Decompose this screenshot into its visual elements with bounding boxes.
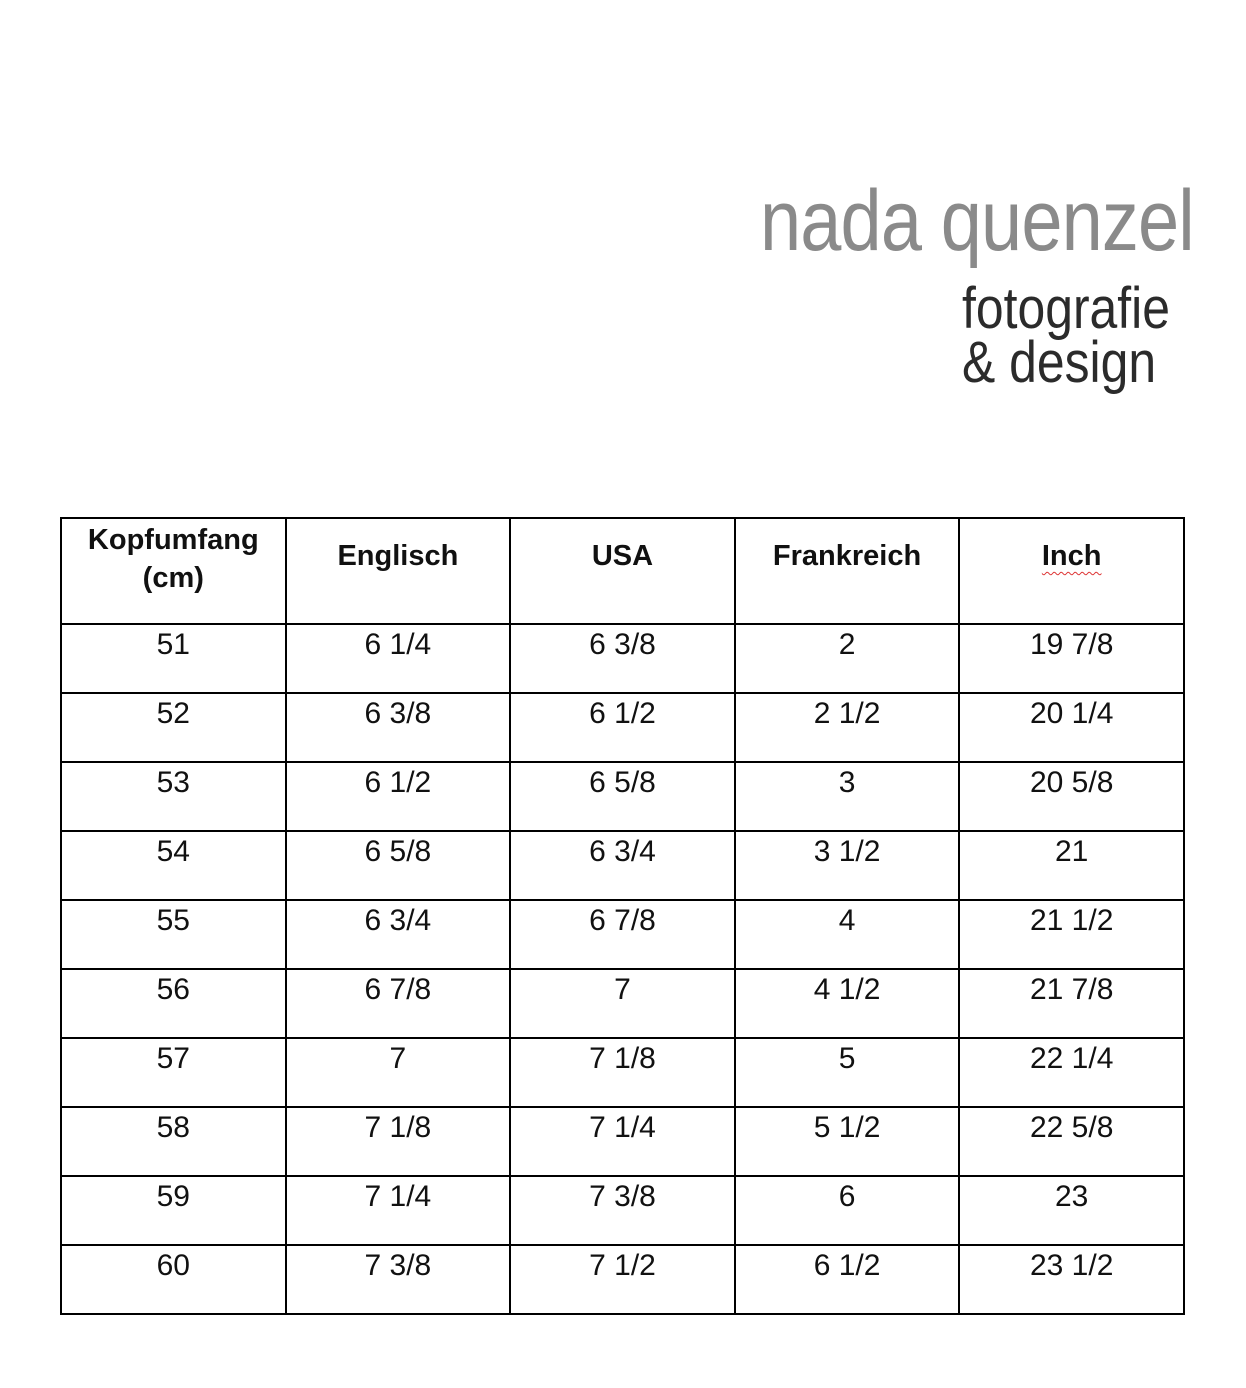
brand-tagline	[962, 276, 1170, 395]
cell-kopfumfang: 59	[61, 1176, 286, 1245]
cell-frankreich: 3 1/2	[735, 831, 960, 900]
table-row	[61, 762, 1184, 831]
cell-usa: 7 1/8	[510, 1038, 735, 1107]
cell-usa: 7 3/8	[510, 1176, 735, 1245]
cell-kopfumfang: 53	[61, 762, 286, 831]
header-kopfumfang: Kopfumfang (cm)	[61, 518, 286, 624]
cell-usa: 6 3/4	[510, 831, 735, 900]
cell-englisch: 7	[286, 1038, 511, 1107]
cell-frankreich: 5	[735, 1038, 960, 1107]
cell-inch: 23 1/2	[959, 1245, 1184, 1314]
cell-kopfumfang: 51	[61, 624, 286, 693]
cell-usa: 6 5/8	[510, 762, 735, 831]
header-frankreich: Frankreich	[735, 518, 960, 624]
table-body	[61, 624, 1184, 1314]
cell-inch: 21 7/8	[959, 969, 1184, 1038]
cell-usa: 7	[510, 969, 735, 1038]
cell-kopfumfang: 57	[61, 1038, 286, 1107]
cell-englisch: 6 3/4	[286, 900, 511, 969]
cell-usa: 6 1/2	[510, 693, 735, 762]
table-row	[61, 969, 1184, 1038]
cell-englisch: 6 5/8	[286, 831, 511, 900]
cell-frankreich: 3	[735, 762, 960, 831]
cell-englisch: 6 7/8	[286, 969, 511, 1038]
cell-inch: 19 7/8	[959, 624, 1184, 693]
cell-usa: 6 7/8	[510, 900, 735, 969]
table-row	[61, 624, 1184, 693]
cell-englisch: 6 1/4	[286, 624, 511, 693]
cell-inch: 21 1/2	[959, 900, 1184, 969]
cell-inch: 22 1/4	[959, 1038, 1184, 1107]
table-row	[61, 1245, 1184, 1314]
cell-kopfumfang: 52	[61, 693, 286, 762]
cell-usa: 7 1/2	[510, 1245, 735, 1314]
cell-kopfumfang: 55	[61, 900, 286, 969]
cell-kopfumfang: 54	[61, 831, 286, 900]
cell-inch: 23	[959, 1176, 1184, 1245]
table-row	[61, 1176, 1184, 1245]
cell-kopfumfang: 58	[61, 1107, 286, 1176]
cell-frankreich: 6	[735, 1176, 960, 1245]
cell-frankreich: 4	[735, 900, 960, 969]
table-row	[61, 1038, 1184, 1107]
cell-englisch: 6 1/2	[286, 762, 511, 831]
cell-kopfumfang: 60	[61, 1245, 286, 1314]
hat-size-table	[60, 517, 1185, 1315]
cell-inch: 21	[959, 831, 1184, 900]
cell-usa: 7 1/4	[510, 1107, 735, 1176]
table-row	[61, 693, 1184, 762]
cell-englisch: 7 1/4	[286, 1176, 511, 1245]
header-inch	[959, 518, 1184, 624]
cell-englisch: 6 3/8	[286, 693, 511, 762]
table-header-row	[61, 518, 1184, 624]
cell-kopfumfang: 56	[61, 969, 286, 1038]
header-inch-label: Inch	[1041, 540, 1102, 572]
cell-inch: 20 1/4	[959, 693, 1184, 762]
header-englisch: Englisch	[286, 518, 511, 624]
cell-frankreich: 4 1/2	[735, 969, 960, 1038]
header-usa: USA	[510, 518, 735, 624]
tagline-line-1: fotografie	[962, 276, 1170, 341]
cell-frankreich: 2	[735, 624, 960, 693]
cell-inch: 20 5/8	[959, 762, 1184, 831]
table-row	[61, 831, 1184, 900]
tagline-line-2: & design	[962, 330, 1157, 395]
table-row	[61, 900, 1184, 969]
brand-name: nada quenzel	[760, 173, 1194, 269]
cell-englisch: 7 1/8	[286, 1107, 511, 1176]
cell-usa: 6 3/8	[510, 624, 735, 693]
cell-frankreich: 2 1/2	[735, 693, 960, 762]
cell-inch: 22 5/8	[959, 1107, 1184, 1176]
cell-englisch: 7 3/8	[286, 1245, 511, 1314]
cell-frankreich: 5 1/2	[735, 1107, 960, 1176]
table-row	[61, 1107, 1184, 1176]
cell-frankreich: 6 1/2	[735, 1245, 960, 1314]
